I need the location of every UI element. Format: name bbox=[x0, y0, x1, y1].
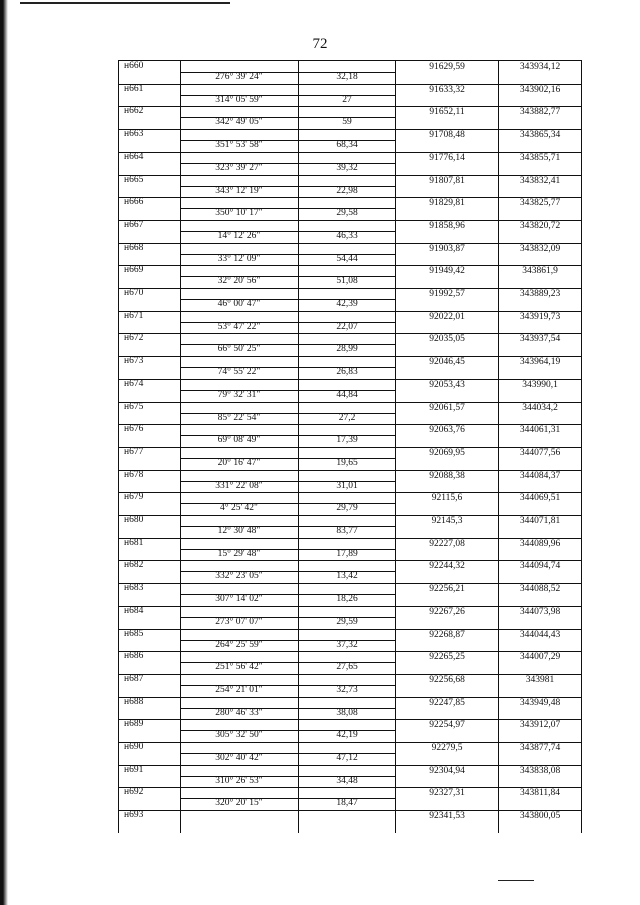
coordinate-x: 92115,6 bbox=[431, 493, 463, 504]
direction-angle: 254° 21' 01" bbox=[215, 684, 263, 695]
coordinate-y: 343964,19 bbox=[519, 357, 561, 368]
coordinate-y: 343919,73 bbox=[519, 311, 561, 322]
coordinate-y: 343981 bbox=[525, 674, 555, 685]
direction-angle: 310° 26' 53" bbox=[215, 775, 263, 786]
point-id: н679 bbox=[124, 492, 144, 503]
coordinate-y: 344077,56 bbox=[519, 447, 561, 458]
segment-length: 46,33 bbox=[336, 230, 358, 241]
coordinate-y: 343937,54 bbox=[519, 334, 561, 345]
segment-length: 22,07 bbox=[336, 321, 358, 332]
direction-angle: 20° 16' 47" bbox=[217, 457, 261, 468]
point-id: н686 bbox=[124, 651, 144, 662]
bottom-rule bbox=[498, 880, 534, 881]
coordinate-x: 91829,81 bbox=[429, 198, 465, 209]
point-id: н673 bbox=[124, 356, 144, 367]
segment-length: 38,08 bbox=[336, 707, 358, 718]
coordinate-y: 343820,72 bbox=[519, 220, 561, 231]
coordinate-y: 344088,52 bbox=[519, 584, 561, 595]
segment-length: 19,65 bbox=[336, 457, 358, 468]
coordinate-y: 343934,12 bbox=[519, 62, 561, 72]
point-id: н678 bbox=[124, 469, 144, 480]
direction-angle: 342° 49' 05" bbox=[215, 117, 263, 128]
coordinate-y: 343811,84 bbox=[519, 788, 561, 799]
coordinate-x: 92327,31 bbox=[429, 788, 465, 799]
point-id: н676 bbox=[124, 424, 144, 435]
coordinate-y: 343865,34 bbox=[519, 130, 561, 141]
segment-length: 31,01 bbox=[336, 480, 358, 491]
point-id: н677 bbox=[124, 446, 144, 457]
point-id: н680 bbox=[124, 515, 144, 525]
direction-angle: 33° 12' 09" bbox=[217, 253, 261, 264]
coordinate-y: 344089,96 bbox=[519, 538, 561, 549]
point-id: н669 bbox=[124, 265, 144, 276]
segment-length: 37,32 bbox=[336, 639, 358, 650]
point-id: н667 bbox=[124, 219, 144, 230]
point-id: н681 bbox=[124, 537, 144, 548]
coordinate-x: 91807,81 bbox=[429, 175, 465, 186]
coordinate-x: 92046,45 bbox=[429, 357, 465, 368]
point-id: н692 bbox=[124, 787, 144, 798]
segment-length: 17,89 bbox=[336, 548, 358, 559]
segment-length: 51,08 bbox=[336, 276, 358, 287]
point-id: н687 bbox=[124, 673, 144, 684]
coordinate-x: 92088,38 bbox=[429, 470, 465, 481]
coordinate-x: 92227,08 bbox=[429, 538, 465, 549]
coordinate-x: 91992,57 bbox=[429, 289, 465, 299]
coordinate-y: 343800,05 bbox=[519, 811, 561, 822]
segment-length: 29,58 bbox=[336, 208, 358, 219]
direction-angle: 351° 53' 58" bbox=[215, 140, 263, 151]
coordinate-y: 344071,81 bbox=[519, 516, 561, 526]
direction-angle: 314° 05' 59" bbox=[215, 94, 263, 105]
coordinate-x: 91633,32 bbox=[429, 84, 465, 95]
coordinate-y: 343838,08 bbox=[519, 765, 561, 776]
direction-angle: 53° 47' 22" bbox=[217, 321, 261, 332]
coordinate-y: 344044,43 bbox=[519, 629, 561, 640]
coordinate-y: 343889,23 bbox=[519, 289, 561, 299]
segment-length: 34,48 bbox=[336, 775, 358, 786]
coordinate-y: 344069,51 bbox=[519, 493, 561, 504]
segment-length: 42,39 bbox=[336, 299, 358, 309]
point-id: н691 bbox=[124, 764, 144, 775]
segment-length: 29,59 bbox=[336, 616, 358, 627]
coordinate-y: 344034,2 bbox=[522, 402, 558, 413]
coordinate-x: 92022,01 bbox=[429, 311, 465, 322]
coordinate-x: 92256,68 bbox=[429, 674, 465, 685]
coordinate-y: 343949,48 bbox=[519, 697, 561, 708]
segment-length: 32,73 bbox=[336, 684, 358, 695]
direction-angle: 320° 20' 15" bbox=[215, 798, 263, 809]
point-id: н688 bbox=[124, 696, 144, 707]
direction-angle: 331° 22' 08" bbox=[215, 480, 263, 491]
coordinate-x: 92304,94 bbox=[429, 765, 465, 776]
direction-angle: 15° 29' 48" bbox=[217, 548, 261, 559]
direction-angle: 264° 25' 59" bbox=[215, 639, 263, 650]
coordinate-x: 92268,87 bbox=[429, 629, 465, 640]
point-id: н666 bbox=[124, 197, 144, 208]
coordinate-y: 343825,77 bbox=[519, 198, 561, 209]
direction-angle: 332° 23' 05" bbox=[215, 571, 263, 582]
point-id: н693 bbox=[124, 810, 144, 821]
point-id: н665 bbox=[124, 174, 144, 185]
segment-length: 22,98 bbox=[336, 185, 358, 196]
segment-length: 42,19 bbox=[336, 730, 358, 741]
direction-angle: 14° 12' 26" bbox=[217, 230, 261, 241]
point-id: н685 bbox=[124, 628, 144, 639]
coordinate-x: 92069,95 bbox=[429, 447, 465, 458]
coordinate-x: 92247,85 bbox=[429, 697, 465, 708]
direction-angle: 12° 30' 48" bbox=[217, 526, 261, 536]
direction-angle: 85° 22' 54" bbox=[217, 412, 261, 423]
coordinate-x: 92244,32 bbox=[429, 561, 465, 572]
coordinate-y: 343990,1 bbox=[522, 379, 558, 390]
segment-length: 59 bbox=[342, 117, 352, 128]
coordinate-y: 344061,31 bbox=[519, 425, 561, 436]
point-id: н672 bbox=[124, 333, 144, 344]
direction-angle: 46° 00' 47" bbox=[217, 299, 261, 309]
coordinate-x: 92267,26 bbox=[429, 606, 465, 617]
coordinate-x: 92254,97 bbox=[429, 720, 465, 731]
point-id: н663 bbox=[124, 129, 144, 140]
coordinate-x: 91629,59 bbox=[429, 62, 465, 72]
coordinate-y: 344084,37 bbox=[519, 470, 561, 481]
coordinate-x: 92256,21 bbox=[429, 584, 465, 595]
point-id: н668 bbox=[124, 242, 144, 253]
page-number: 72 bbox=[312, 36, 328, 52]
segment-length: 47,12 bbox=[336, 753, 358, 763]
segment-length: 39,32 bbox=[336, 162, 358, 173]
direction-angle: 273° 07' 07" bbox=[215, 616, 263, 627]
point-id: н683 bbox=[124, 583, 144, 594]
scan-edge-shadow bbox=[0, 0, 8, 905]
point-id: н662 bbox=[124, 106, 144, 117]
segment-length: 54,44 bbox=[336, 253, 358, 264]
point-id: н660 bbox=[124, 61, 144, 71]
coordinate-x: 92063,76 bbox=[429, 425, 465, 436]
coordinate-y: 343855,71 bbox=[519, 152, 561, 163]
direction-angle: 79° 32' 31" bbox=[217, 389, 261, 400]
segment-length: 83,77 bbox=[336, 526, 358, 536]
direction-angle: 74° 55' 22" bbox=[217, 367, 261, 378]
segment-length: 68,34 bbox=[336, 140, 358, 151]
point-id: н675 bbox=[124, 401, 144, 412]
direction-angle: 305° 32' 50" bbox=[215, 730, 263, 741]
direction-angle: 307° 14' 02" bbox=[215, 594, 263, 605]
segment-length: 13,42 bbox=[336, 571, 358, 582]
segment-length: 32,18 bbox=[336, 72, 358, 82]
coordinate-x: 92053,43 bbox=[429, 379, 465, 390]
coordinate-x: 92265,25 bbox=[429, 652, 465, 663]
coordinate-x: 91903,87 bbox=[429, 243, 465, 254]
direction-angle: 251° 56' 42" bbox=[215, 662, 263, 673]
point-id: н670 bbox=[124, 288, 144, 298]
point-id: н661 bbox=[124, 83, 144, 94]
coordinate-x: 92279,5 bbox=[431, 743, 463, 753]
segment-length: 17,39 bbox=[336, 435, 358, 446]
coordinate-y: 343882,77 bbox=[519, 107, 561, 118]
coordinate-x: 91652,11 bbox=[429, 107, 465, 118]
direction-angle: 4° 25' 42" bbox=[220, 503, 258, 514]
segment-length: 27,2 bbox=[338, 412, 356, 423]
coordinate-x: 91708,48 bbox=[429, 130, 465, 141]
direction-angle: 343° 12' 19" bbox=[215, 185, 263, 196]
segment-length: 18,26 bbox=[336, 594, 358, 605]
coordinate-x: 91949,42 bbox=[429, 266, 465, 277]
segment-length: 28,99 bbox=[336, 344, 358, 355]
top-rule bbox=[20, 2, 230, 4]
segment-length: 27 bbox=[342, 94, 352, 105]
direction-angle: 280° 46' 33" bbox=[215, 707, 263, 718]
coordinate-y: 343877,74 bbox=[519, 743, 561, 753]
direction-angle: 323° 39' 27" bbox=[215, 162, 263, 173]
coordinate-y: 343832,41 bbox=[519, 175, 561, 186]
coordinate-x: 92341,53 bbox=[429, 811, 465, 822]
point-id: н682 bbox=[124, 560, 144, 571]
segment-length: 26,83 bbox=[336, 367, 358, 378]
point-id: н674 bbox=[124, 378, 144, 389]
coordinate-x: 91776,14 bbox=[429, 152, 465, 163]
direction-angle: 69° 08' 49" bbox=[217, 435, 261, 446]
coordinate-y: 343832,09 bbox=[519, 243, 561, 254]
coordinate-y: 344073,98 bbox=[519, 606, 561, 617]
segment-length: 29,79 bbox=[336, 503, 358, 514]
point-id: н664 bbox=[124, 151, 144, 162]
coordinate-y: 343902,16 bbox=[519, 84, 561, 95]
coordinate-x: 92145,3 bbox=[431, 516, 463, 526]
point-id: н689 bbox=[124, 719, 144, 730]
direction-angle: 350° 10' 17" bbox=[215, 208, 263, 219]
segment-length: 18,47 bbox=[336, 798, 358, 809]
coordinate-x: 92061,57 bbox=[429, 402, 465, 413]
point-id: н684 bbox=[124, 605, 144, 616]
coordinate-x: 91858,96 bbox=[429, 220, 465, 231]
direction-angle: 302° 40' 42" bbox=[215, 753, 263, 763]
segment-length: 27,65 bbox=[336, 662, 358, 673]
direction-angle: 32° 20' 56" bbox=[217, 276, 261, 287]
direction-angle: 66° 50' 25" bbox=[217, 344, 261, 355]
segment-length: 44,84 bbox=[336, 389, 358, 400]
coordinate-y: 344094,74 bbox=[519, 561, 561, 572]
coordinate-y: 343912,07 bbox=[519, 720, 561, 731]
point-id: н671 bbox=[124, 310, 144, 321]
coordinate-y: 344007,29 bbox=[519, 652, 561, 663]
coordinates-table bbox=[118, 60, 582, 833]
coordinate-x: 92035,05 bbox=[429, 334, 465, 345]
direction-angle: 276° 39' 24" bbox=[215, 72, 263, 82]
point-id: н690 bbox=[124, 742, 144, 752]
coordinate-y: 343861,9 bbox=[522, 266, 558, 277]
